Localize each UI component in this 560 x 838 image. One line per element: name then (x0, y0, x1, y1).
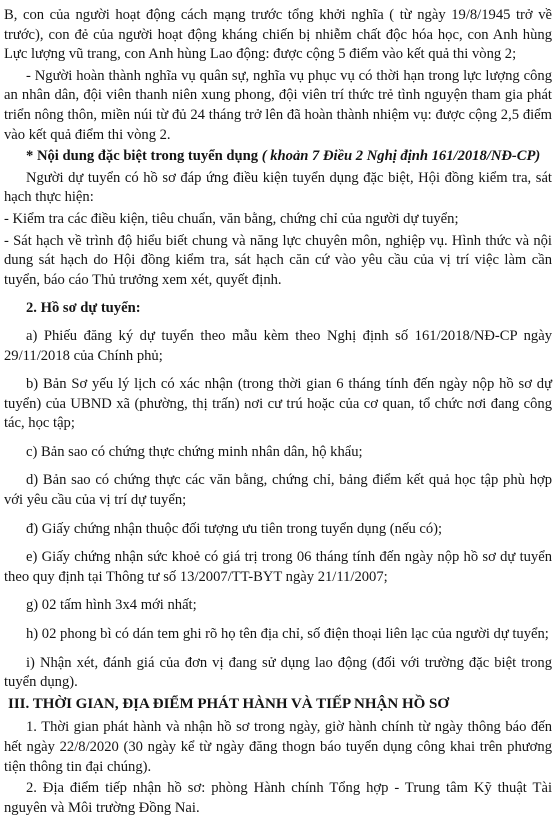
section-2-title: 2. Hồ sơ dự tuyển: (26, 300, 141, 317)
paragraph-military-service: - Người hoàn thành nghĩa vụ quân sự, nghĩa vụ phục vụ có thời hạn trong lực lượng công an nhân dân, đội viên thanh niên xung phong, đội viên trí thức trẻ tình nguyện tham gia phát triển nông thôn, miền núi từ đủ 24 tháng trở lên đã hoàn thành nhiệm vụ: được cộng 2,5 điểm vào kết quả điểm thi vòng 2. (4, 67, 552, 143)
list-item-a: a) Phiếu đăng ký dự tuyển theo mẫu kèm theo Nghị định số 161/2018/NĐ-CP ngày 29/11/2018 của Chính phủ; (4, 327, 552, 364)
special-recruitment-title: * Nội dung đặc biệt trong tuyển dụng (26, 148, 259, 165)
paragraph-receiving-place: 2. Địa điểm tiếp nhận hồ sơ: phòng Hành chính Tổng hợp - Trung tâm Kỹ thuật Tài nguyên và Môi trường Đồng Nai. (4, 780, 552, 816)
paragraph-priority-children: B, con của người hoạt động cách mạng trước tổng khởi nghĩa ( từ ngày 19/8/1945 trở về trước), con đẻ của người hoạt động kháng chiến bị nhiễm chất độc hóa học, con Anh hùng Lực lượng vũ trang, con Anh hùng Lao động: được cộng 5 điểm vào kết quả thi vòng 2; (4, 7, 552, 63)
list-item-d: d) Bản sao có chứng thực các văn bằng, chứng chỉ, bảng điểm kết quả học tập phù hợp với yêu cầu của vị trí dự tuyển; (4, 472, 552, 509)
section-3-title: III. THỜI GIAN, ĐỊA ĐIỂM PHÁT HÀNH VÀ TIẾP NHẬN HỒ SƠ (8, 695, 450, 712)
special-recruitment-heading (4, 147, 552, 167)
list-item-e: e) Giấy chứng nhận sức khoẻ có giá trị trong 06 tháng tính đến ngày nộp hồ sơ dự tuyển theo quy định tại Thông tư số 13/2007/TT-BYT ngày 21/11/2007; (4, 549, 552, 585)
list-item-c: c) Bản sao có chứng thực chứng minh nhân dân, hộ khẩu; (26, 443, 363, 460)
list-item-dd: đ) Giấy chứng nhận thuộc đối tượng ưu tiên trong tuyển dụng (nếu có); (26, 520, 443, 537)
list-item-i: i) Nhận xét, đánh giá của đơn vị đang sử dụng lao động (đối với trường đặc biệt trong tuyển dụng). (4, 654, 552, 691)
paragraph-special-recruitment: Người dự tuyển có hồ sơ đáp ứng điều kiện tuyển dụng đặc biệt, Hội đồng kiểm tra, sát hạch thực hiện: (4, 169, 552, 206)
paragraph-issue-time: 1. Thời gian phát hành và nhận hồ sơ trong ngày, giờ hành chính từ ngày thông báo đến hết ngày 22/8/2020 (30 ngày kể từ ngày đăng thogn báo tuyển dụng công khai trên phương tiện thông tin đại chúng). (4, 719, 552, 775)
paragraph-check-conditions: - Kiểm tra các điều kiện, tiêu chuẩn, văn bằng, chứng chỉ của người dự tuyển; (4, 210, 459, 227)
paragraph-examination: - Sát hạch về trình độ hiểu biết chung và năng lực chuyên môn, nghiệp vụ. Hình thức và nội dung sát hạch do Hội đồng kiểm tra, sát hạch căn cứ vào yêu cầu của vị trí việc làm cần tuyển, báo cáo Thủ trưởng xem xét, quyết định. (4, 232, 552, 288)
list-item-h: h) 02 phong bì có dán tem ghi rõ họ tên địa chỉ, số điện thoại liên lạc của người dự tuyển; (26, 626, 549, 643)
list-item-g: g) 02 tấm hình 3x4 mới nhất; (26, 597, 197, 614)
list-item-b: b) Bản Sơ yếu lý lịch có xác nhận (trong thời gian 6 tháng tính đến ngày nộp hồ sơ dự tuyển) của UBND xã (phường, thị trấn) nơi cư trú hoặc của cơ quan, tổ chức nơi đang công tác, học tập; (4, 376, 552, 432)
special-recruitment-reference: ( khoản 7 Điều 2 Nghị định 161/2018/NĐ-CP) (261, 148, 541, 165)
